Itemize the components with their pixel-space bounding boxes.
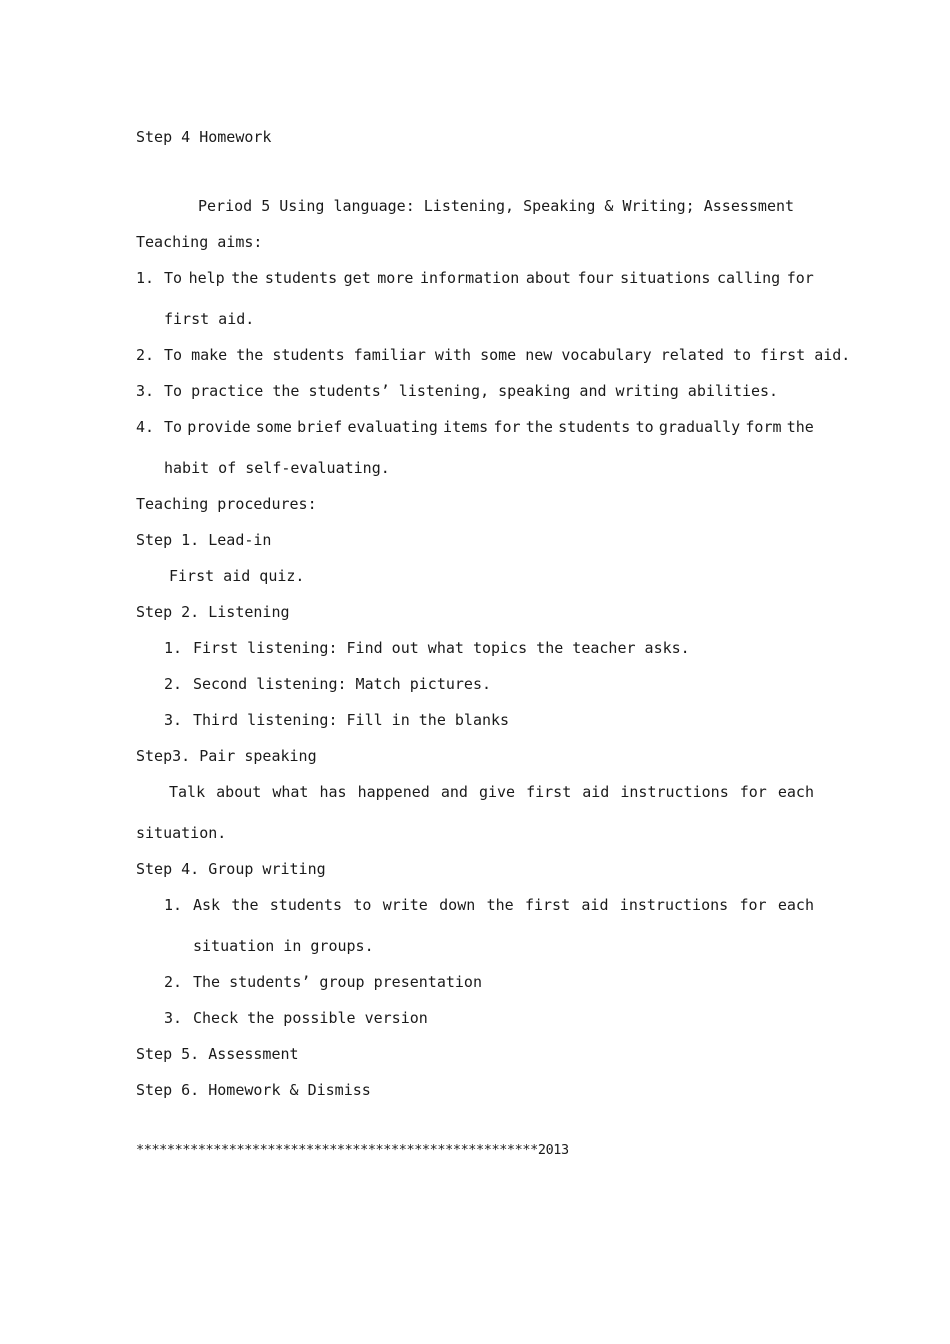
step2-item-3-text: Third listening: Fill in the blanks — [193, 711, 510, 729]
step5-title: Step 5. Assessment — [136, 1045, 299, 1063]
word: to — [353, 896, 372, 914]
word: the — [231, 269, 259, 287]
aim-2-text: To make the students familiar with some new vocabulary related to first aid. — [164, 346, 851, 364]
step4-item-1-line2: situation in groups. — [193, 937, 374, 955]
word: down — [439, 896, 476, 914]
word: for — [786, 269, 814, 287]
word: the — [231, 896, 259, 914]
word: aid — [581, 896, 609, 914]
word: first — [526, 783, 572, 801]
word: students — [558, 418, 631, 436]
word: about — [216, 783, 262, 801]
step3-line1 — [169, 782, 814, 802]
step4-item-3-text: Check the possible version — [193, 1009, 428, 1027]
step4-item-1-line1 — [193, 895, 814, 915]
step3-title: Step3. Pair speaking — [136, 747, 317, 765]
step4-homework-line: Step 4 Homework — [136, 128, 272, 146]
word: get — [343, 269, 371, 287]
word: for — [493, 418, 521, 436]
word: To — [164, 418, 183, 436]
aim-1-line1 — [164, 268, 814, 288]
word: some — [255, 418, 292, 436]
word: help — [188, 269, 225, 287]
teaching-aims-heading: Teaching aims: — [136, 233, 263, 251]
word: and — [440, 783, 468, 801]
step1-title: Step 1. Lead-in — [136, 531, 272, 549]
word: about — [525, 269, 571, 287]
step2-item-3-number: 3. — [164, 711, 183, 729]
word: more — [377, 269, 414, 287]
word: Talk — [169, 783, 206, 801]
word: has — [319, 783, 347, 801]
step3-line2: situation. — [136, 824, 227, 842]
aim-2-number: 2. — [136, 346, 155, 364]
word: the — [525, 418, 553, 436]
word: to — [635, 418, 654, 436]
step2-title: Step 2. Listening — [136, 603, 290, 621]
word: instructions — [620, 783, 729, 801]
step4-item-1-number: 1. — [164, 896, 183, 914]
step4-item-3-number: 3. — [164, 1009, 183, 1027]
word: information — [419, 269, 520, 287]
aim-4-line2: habit of self-evaluating. — [164, 459, 390, 477]
step4-item-2-text: The students’ group presentation — [193, 973, 482, 991]
word: happened — [357, 783, 430, 801]
word: for — [739, 896, 767, 914]
aim-4-line1 — [164, 417, 814, 437]
aim-1-line2: first aid. — [164, 310, 255, 328]
word: the — [786, 418, 814, 436]
step2-item-1-text: First listening: Find out what topics the teacher asks. — [193, 639, 690, 657]
word: Ask — [193, 896, 221, 914]
word: each — [777, 896, 814, 914]
word: calling — [717, 269, 781, 287]
aim-1-number: 1. — [136, 269, 155, 287]
step6-title: Step 6. Homework & Dismiss — [136, 1081, 371, 1099]
aim-4-number: 4. — [136, 418, 155, 436]
word: gradually — [658, 418, 741, 436]
word: To — [164, 269, 183, 287]
word: evaluating — [347, 418, 438, 436]
word: situations — [620, 269, 711, 287]
word: students — [269, 896, 343, 914]
footer-asterisks: ****************************************************2013 — [136, 1142, 569, 1158]
word: brief — [297, 418, 343, 436]
step4-item-2-number: 2. — [164, 973, 183, 991]
step2-item-2-number: 2. — [164, 675, 183, 693]
word: four — [577, 269, 614, 287]
period-title: Period 5 Using language: Listening, Speaking & Writing; Assessment — [198, 197, 795, 215]
word: what — [272, 783, 309, 801]
word: students — [264, 269, 338, 287]
word: give — [478, 783, 516, 801]
word: each — [777, 783, 814, 801]
word: write — [382, 896, 428, 914]
aim-3-text: To practice the students’ listening, speaking and writing abilities. — [164, 382, 779, 400]
teaching-procedures-heading: Teaching procedures: — [136, 495, 317, 513]
step2-item-2-text: Second listening: Match pictures. — [193, 675, 492, 693]
step4-title: Step 4. Group writing — [136, 860, 326, 878]
word: aid — [582, 783, 610, 801]
word: first — [524, 896, 571, 914]
word: instructions — [619, 896, 729, 914]
word: for — [739, 783, 767, 801]
aim-3-number: 3. — [136, 382, 155, 400]
word: the — [486, 896, 514, 914]
word: provide — [187, 418, 251, 436]
word: form — [745, 418, 782, 436]
step2-item-1-number: 1. — [164, 639, 183, 657]
word: items — [443, 418, 489, 436]
step1-body: First aid quiz. — [169, 567, 305, 585]
